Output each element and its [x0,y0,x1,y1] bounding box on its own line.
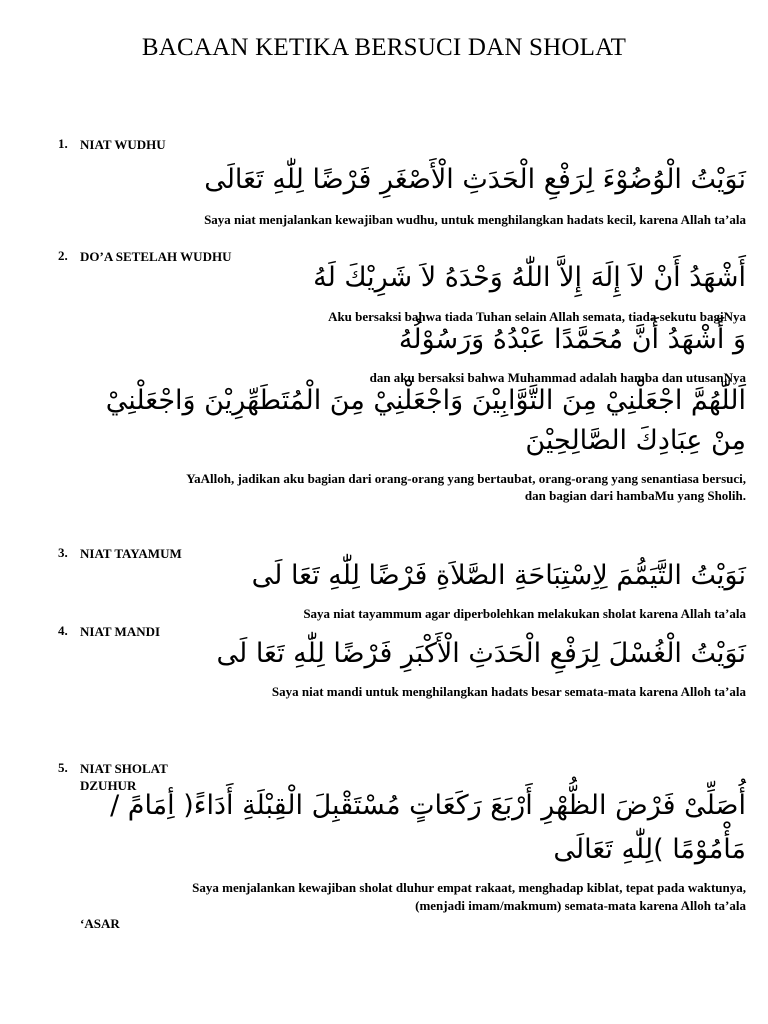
section-label-line-1: NIAT SHOLAT [80,761,168,776]
section-label: NIAT WUDHU [80,137,166,152]
section-heading-asar [80,915,120,932]
arabic-niat-dzuhur-line-1: أُصَلِّىْ فَرْضَ الظُّهْرِ أَرْبَعَ رَكَعَاتٍ مُسْتَقْبِلَ الْقِبْلَةِ أَدَاءً( أِمَامً / [110,790,746,821]
section-number: 4. [58,623,68,638]
arabic-niat-mandi: نَوَيْتُ الْغُسْلَ لِرَفْعِ الْحَدَثِ الْأَكْبَرِ فَرْضًا لِلّٰهِ تَعَا لَى [216,638,746,669]
section-label: NIAT TAYAMUM [80,546,182,561]
section-heading-niat-tayamum [58,545,182,562]
section-label: ‘ASAR [80,916,120,931]
section-number: 1. [58,136,68,151]
section-label-line-2: DZUHUR [80,778,137,793]
arabic-niat-tayamum: نَوَيْتُ التَّيَمُّمَ لِاِسْتِبَاحَةِ الصَّلاَةِ فَرْضًا لِلّٰهِ تَعَا لَى [251,560,746,591]
translation-niat-tayamum: Saya niat tayammum agar diperbolehkan melakukan sholat karena Allah ta’ala [303,606,746,621]
section-heading-doa-setelah-wudhu [58,248,231,265]
translation-syahadat-1: Aku bersaksi bahwa tiada Tuhan selain Allah semata, tiada sekutu bagiNya [328,309,746,324]
translation-syahadat-2: dan aku bersaksi bahwa Muhammad adalah hamba dan utusanNya [369,370,746,385]
section-number: 2. [58,248,68,263]
section-label: NIAT MANDI [80,624,161,639]
arabic-syahadat-2: وَ أَشْهَدُ أَنَّ مُحَمَّدًا عَبْدُهُ وَرَسُوْلُهُ [398,324,746,355]
translation-niat-wudhu: Saya niat menjalankan kewajiban wudhu, untuk menghilangkan hadats kecil, karena Allah ta’ala [204,212,746,227]
section-heading-niat-mandi [58,623,160,640]
section-heading-niat-wudhu [58,136,166,153]
arabic-doa-line-1: اَللّٰهُمَّ اجْعَلْنِيْ مِنَ التَّوَّابِيْنَ وَاجْعَلْنِيْ مِنَ الْمُتَطَهِّرِيْنَ وَاجْعَلْنِيْ [105,385,746,416]
section-number: 3. [58,545,68,560]
section-number: 5. [58,760,68,775]
translation-doa-line-1: YaAlloh, jadikan aku bagian dari orang-orang yang bertaubat, orang-orang yang senantiasa bersuci, [186,471,746,486]
translation-niat-mandi: Saya niat mandi untuk menghilangkan hadats besar semata-mata karena Alloh ta’ala [271,684,746,699]
arabic-niat-wudhu: نَوَيْتُ الْوُضُوْءَ لِرَفْعِ الْحَدَثِ الْأَصْغَرِ فَرْضًا لِلّٰهِ تَعَالَى [204,164,746,195]
arabic-niat-dzuhur-line-2: مَأْمُوْمًا )لِلّٰهِ تَعَالَى [553,834,746,865]
arabic-doa-line-2: مِنْ عِبَادِكَ الصَّالِحِيْنَ [525,425,746,456]
translation-niat-dzuhur-line-2: (menjadi imam/makmum) semata-mata karena Alloh ta’ala [415,898,746,913]
section-label: DO’A SETELAH WUDHU [80,249,232,264]
page-title: BACAAN KETIKA BERSUCI DAN SHOLAT [141,34,627,61]
translation-doa-line-2: dan bagian dari hambaMu yang Sholih. [524,488,746,503]
arabic-syahadat-1: أَشْهَدُ أَنْ لاَ إِلَهَ إِلاَّ اللّٰهُ وَحْدَهُ لاَ شَرِيْكَ لَهُ [313,262,746,293]
translation-niat-dzuhur-line-1: Saya menjalankan kewajiban sholat dluhur empat rakaat, menghadap kiblat, tepat pada waktunya, [192,880,746,895]
